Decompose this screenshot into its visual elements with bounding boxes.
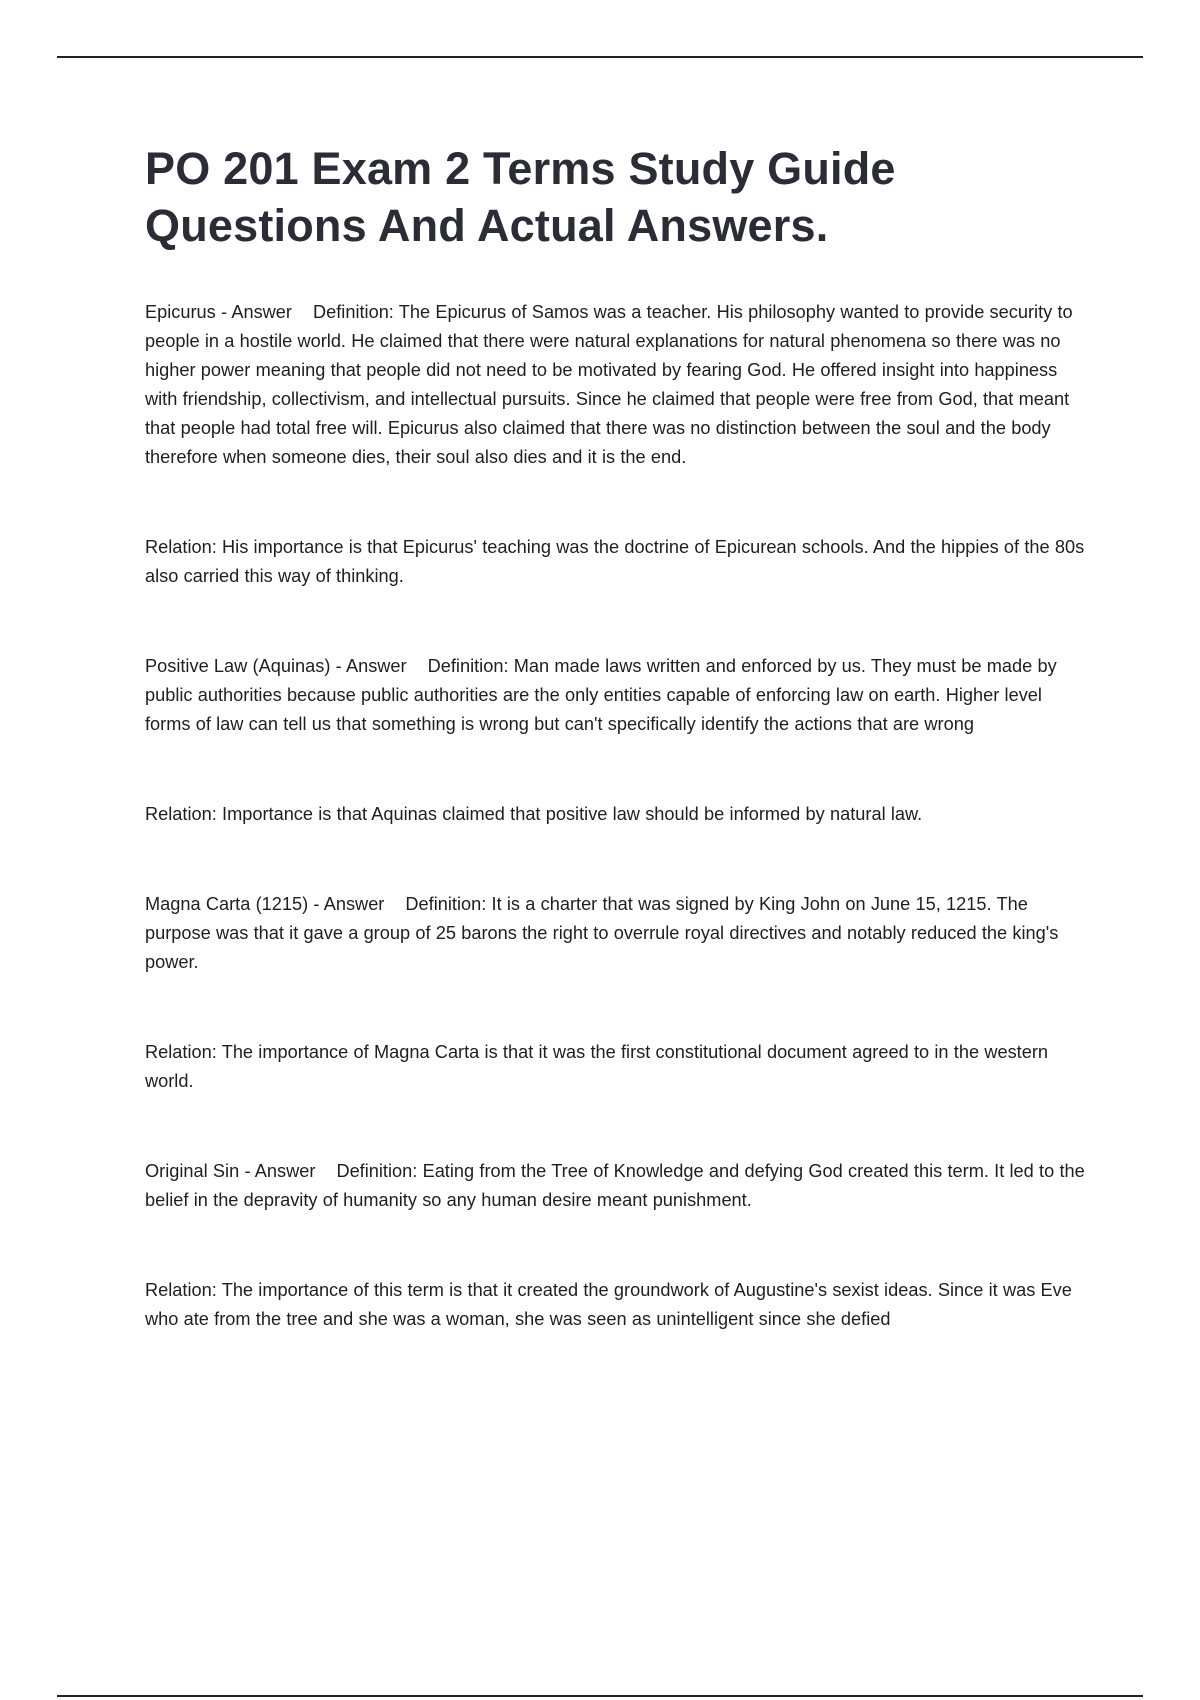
bottom-divider xyxy=(57,1695,1143,1697)
definition-text: Definition: Man made laws written and enforced by us. They must be made by public authorities because public authorities are the only entities capable of enforcing law on earth. Higher level forms of law can tell us that something is wrong but can't specifically identify the actions that are wrong xyxy=(145,656,1057,734)
entry-positive-law-definition xyxy=(145,652,1090,739)
entry-magna-carta-definition xyxy=(145,890,1090,977)
term-label: Epicurus - Answer xyxy=(145,302,292,322)
entries-list xyxy=(145,298,1090,1334)
term-label: Magna Carta (1215) - Answer xyxy=(145,894,385,914)
definition-text: Definition: Eating from the Tree of Knowledge and defying God created this term. It led to the belief in the depravity of humanity so any human desire meant punishment. xyxy=(145,1161,1085,1210)
term-label: Original Sin - Answer xyxy=(145,1161,316,1181)
entry-epicurus-definition xyxy=(145,298,1090,472)
entry-original-sin-definition xyxy=(145,1157,1090,1215)
document-body xyxy=(145,140,1090,1334)
top-divider xyxy=(57,56,1143,58)
entry-original-sin-relation: Relation: The importance of this term is that it created the groundwork of Augustine's sexist ideas. Since it was Eve who ate from the tree and she was a woman, she was seen as unintelligent since she defied xyxy=(145,1280,1072,1329)
entry-magna-carta-relation: Relation: The importance of Magna Carta is that it was the first constitutional document agreed to in the western world. xyxy=(145,1042,1049,1091)
entry-positive-law-relation: Relation: Importance is that Aquinas claimed that positive law should be informed by natural law. xyxy=(145,804,923,824)
definition-text: Definition: The Epicurus of Samos was a teacher. His philosophy wanted to provide security to people in a hostile world. He claimed that there were natural explanations for natural phenomena so there was no higher power meaning that people did not need to be motivated by fearing God. He offered insight into happiness with friendship, collectivism, and intellectual pursuits. Since he claimed that people were free from God, that meant that people had total free will. Epicurus also claimed that there was no distinction between the soul and the body therefore when someone dies, their soul also dies and it is the end. xyxy=(145,302,1073,467)
definition-text: Definition: It is a charter that was signed by King John on June 15, 1215. The purpose was that it gave a group of 25 barons the right to overrule royal directives and notably reduced the king's power. xyxy=(145,894,1059,972)
term-label: Positive Law (Aquinas) - Answer xyxy=(145,656,407,676)
entry-epicurus-relation: Relation: His importance is that Epicurus' teaching was the doctrine of Epicurean schools. And the hippies of the 80s also carried this way of thinking. xyxy=(145,537,1085,586)
document-title: PO 201 Exam 2 Terms Study Guide Questions And Actual Answers. xyxy=(145,143,896,251)
